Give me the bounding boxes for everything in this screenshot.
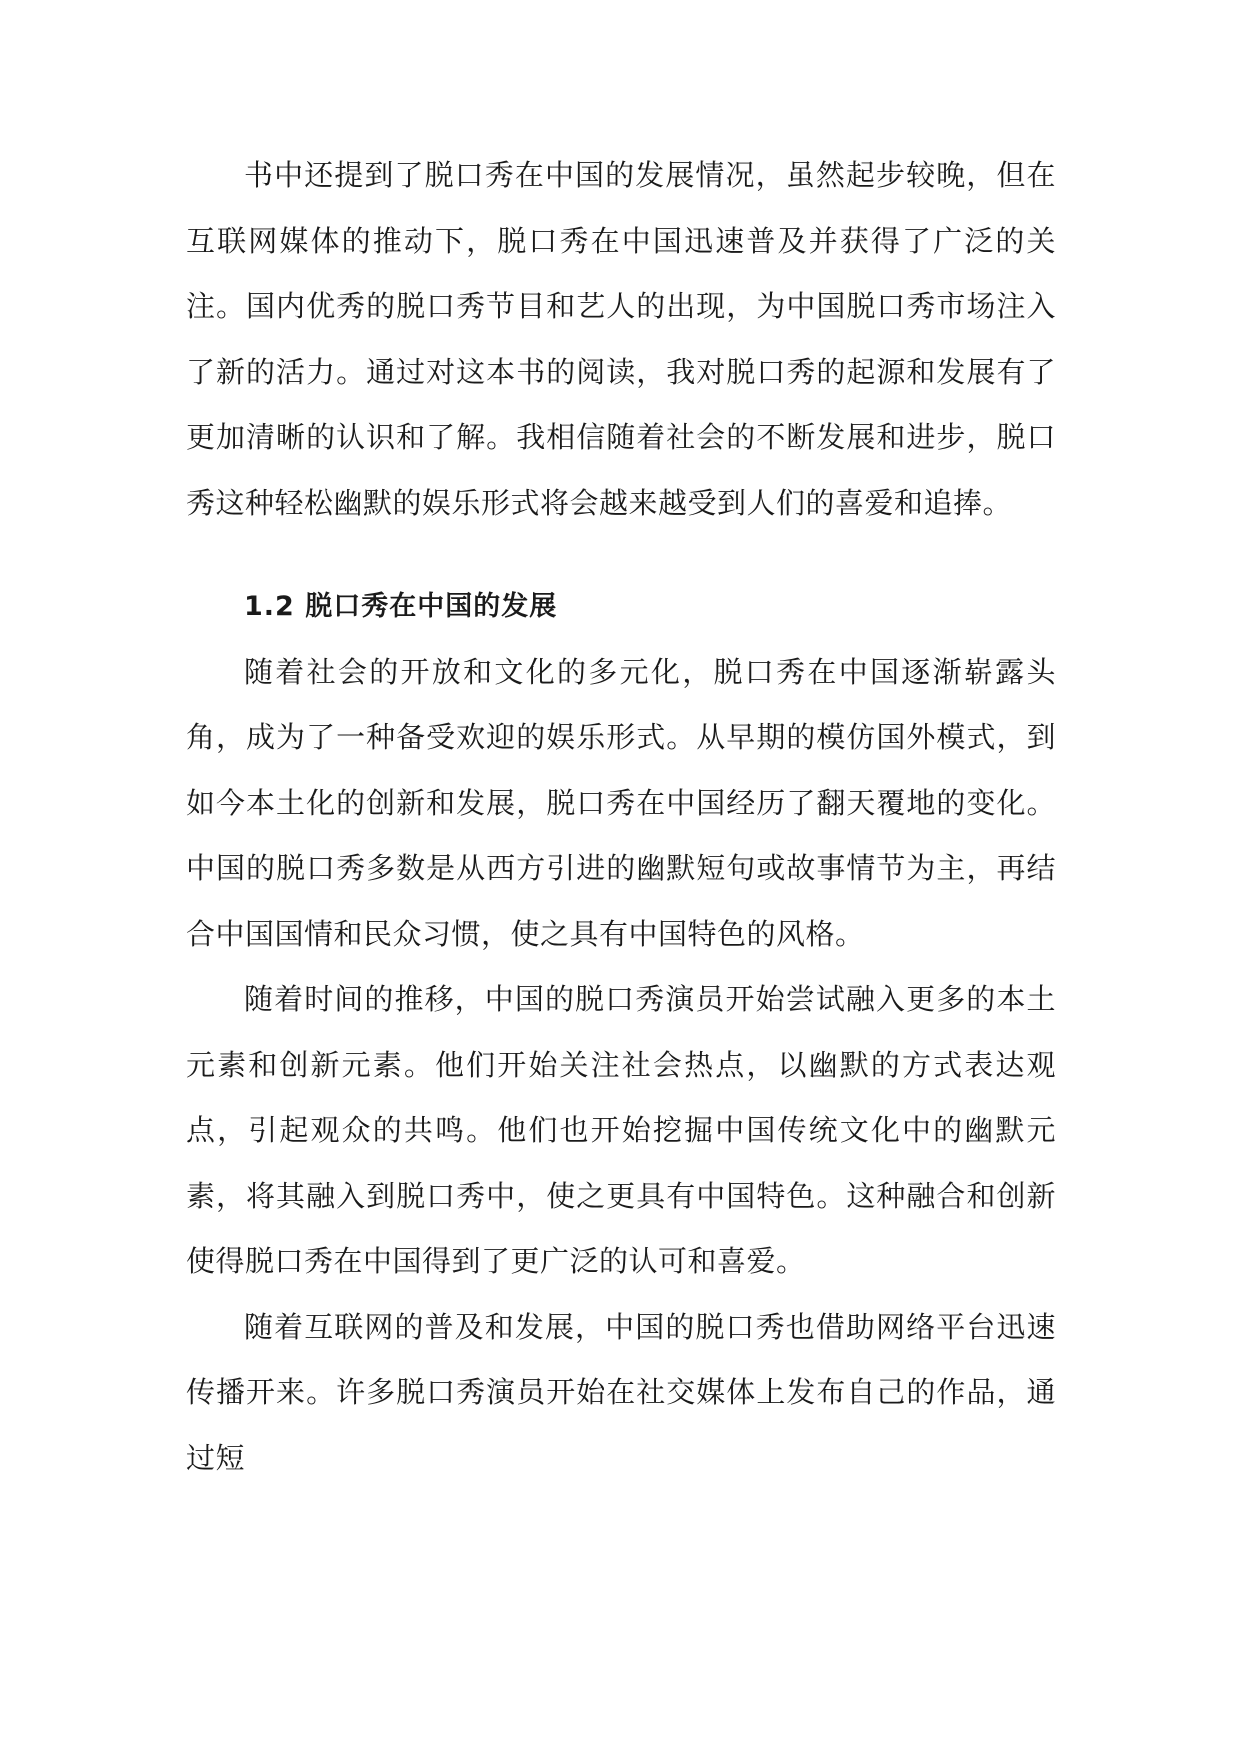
body-paragraph: 随着社会的开放和文化的多元化，脱口秀在中国逐渐崭露头角，成为了一种备受欢迎的娱乐形式。从早期的模仿国外模式，到如今本土化的创新和发展，脱口秀在中国经历了翻天覆地的变化。中国的脱口秀多数是从西方引进的幽默短句或故事情节为主，再结合中国国情和民众习惯，使之具有中国特色的风格。 bbox=[186, 654, 1056, 951]
body-paragraph: 随着互联网的普及和发展，中国的脱口秀也借助网络平台迅速传播开来。许多脱口秀演员开始在社交媒体上发布自己的作品，通过短 bbox=[186, 1309, 1056, 1475]
document-page bbox=[186, 143, 1056, 1491]
section-heading: 1.2 脱口秀在中国的发展 bbox=[244, 591, 558, 622]
body-paragraph: 书中还提到了脱口秀在中国的发展情况，虽然起步较晚，但在互联网媒体的推动下，脱口秀在中国迅速普及并获得了广泛的关注。国内优秀的脱口秀节目和艺人的出现，为中国脱口秀市场注入了新的活力。通过对这本书的阅读，我对脱口秀的起源和发展有了更加清晰的认识和了解。我相信随着社会的不断发展和进步，脱口秀这种轻松幽默的娱乐形式将会越来越受到人们的喜爱和追捧。 bbox=[186, 158, 1056, 520]
body-paragraph: 随着时间的推移，中国的脱口秀演员开始尝试融入更多的本土元素和创新元素。他们开始关注社会热点，以幽默的方式表达观点，引起观众的共鸣。他们也开始挖掘中国传统文化中的幽默元素，将其融入到脱口秀中，使之更具有中国特色。这种融合和创新使得脱口秀在中国得到了更广泛的认可和喜爱。 bbox=[186, 982, 1056, 1278]
spacer bbox=[186, 536, 1056, 574]
